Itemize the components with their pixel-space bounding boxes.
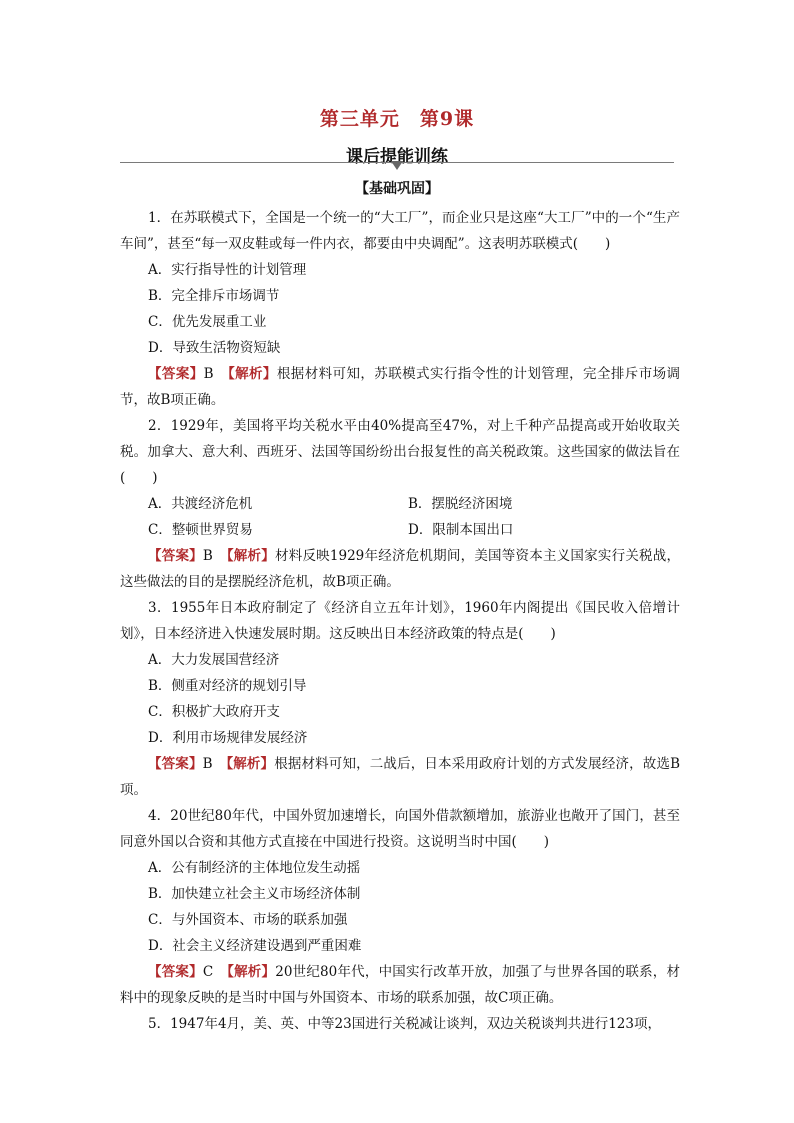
option: B．侧重对经济的规划引导 <box>148 678 307 694</box>
answer-letter: B <box>202 548 227 564</box>
analysis-text: 根据材料可知，二战后，日本采用政府计划的方式发展经济，故选B项。 <box>120 756 681 798</box>
option-row <box>120 491 680 517</box>
option: A．公有制经济的主体地位发生动摇 <box>148 860 361 876</box>
answer-label: 【答案】 <box>148 964 203 980</box>
analysis-text: 材料反映1929年经济危机期间，美国等资本主义国家实行关税战，这些做法的目的是摆脱经济危机，故B项正确。 <box>120 548 681 590</box>
question-stem: 1．在苏联模式下，全国是一个统一的“大工厂”，而企业只是这座“大工厂”中的一个“生产车间”，甚至“每一双皮鞋或每一件内衣，都要由中央调配”。这表明苏联模式( ) <box>120 210 680 252</box>
option: B．摆脱经济困境 <box>408 496 513 512</box>
analysis-label: 【解析】 <box>226 756 275 772</box>
option-row <box>120 517 680 543</box>
answer-block <box>120 751 680 803</box>
question-stem: 3．1955年日本政府制定了《经济自立五年计划》，1960年内阁提出《国民收入倍增计划》，日本经济进入快速发展时期。这反映出日本经济政策的特点是( ) <box>120 600 680 642</box>
section-heading: 【基础巩固】 <box>355 181 439 197</box>
answer-block <box>120 361 680 413</box>
answer-label: 【答案】 <box>148 366 204 382</box>
option: D．限制本国出口 <box>408 522 514 538</box>
unit-title: 第三单元 第9课 <box>319 108 475 130</box>
question-list <box>120 205 680 1037</box>
divider-arrow-icon <box>391 161 403 170</box>
lesson-title: 课后提能训练 <box>346 147 448 167</box>
answer-label: 【答案】 <box>148 756 203 772</box>
option: D．社会主义经济建设遇到严重困难 <box>148 938 362 954</box>
question-stem: 4．20世纪80年代，中国外贸加速增长，向国外借款额增加，旅游业也敞开了国门，甚至同意外国以合资和其他方式直接在中国进行投资。这说明当时中国( ) <box>120 808 680 850</box>
answer-block <box>120 959 680 1011</box>
answer-letter: C <box>202 964 228 980</box>
option: D．导致生活物资短缺 <box>148 340 281 356</box>
option: A．实行指导性的计划管理 <box>148 262 307 278</box>
analysis-label: 【解析】 <box>226 548 275 564</box>
analysis-label: 【解析】 <box>227 964 276 980</box>
analysis-text: 20世纪80年代，中国实行改革开放，加强了与世界各国的联系，材料中的现象反映的是当时中国与外国资本、市场的联系加强，故C项正确。 <box>120 964 681 1006</box>
question-stem: 5．1947年4月，美、英、中等23国进行关税减让谈判，双边关税谈判共进行123项， <box>148 1016 661 1032</box>
option: C．优先发展重工业 <box>148 314 267 330</box>
analysis-text: 根据材料可知，苏联模式实行指令性的计划管理，完全排斥市场调节，故B项正确。 <box>120 366 681 408</box>
option: C．整顿世界贸易 <box>148 522 253 538</box>
option: A．共渡经济危机 <box>148 496 253 512</box>
analysis-label: 【解析】 <box>227 366 277 382</box>
answer-letter: B <box>203 366 228 382</box>
answer-block <box>120 543 680 595</box>
option: B．加快建立社会主义市场经济体制 <box>148 886 361 902</box>
option: C．积极扩大政府开支 <box>148 704 280 720</box>
option: A．大力发展国营经济 <box>148 652 280 668</box>
answer-letter: B <box>202 756 227 772</box>
option: D．利用市场规律发展经济 <box>148 730 308 746</box>
answer-label: 【答案】 <box>148 548 203 564</box>
question-stem: 2．1929年，美国将平均关税水平由40%提高至47%，对上千种产品提高或开始收取关税。加拿大、意大利、西班牙、法国等国纷纷出台报复性的高关税政策。这些国家的做法旨在( ) <box>120 418 680 486</box>
option: B．完全排斥市场调节 <box>148 288 280 304</box>
option: C．与外国资本、市场的联系加强 <box>148 912 348 928</box>
